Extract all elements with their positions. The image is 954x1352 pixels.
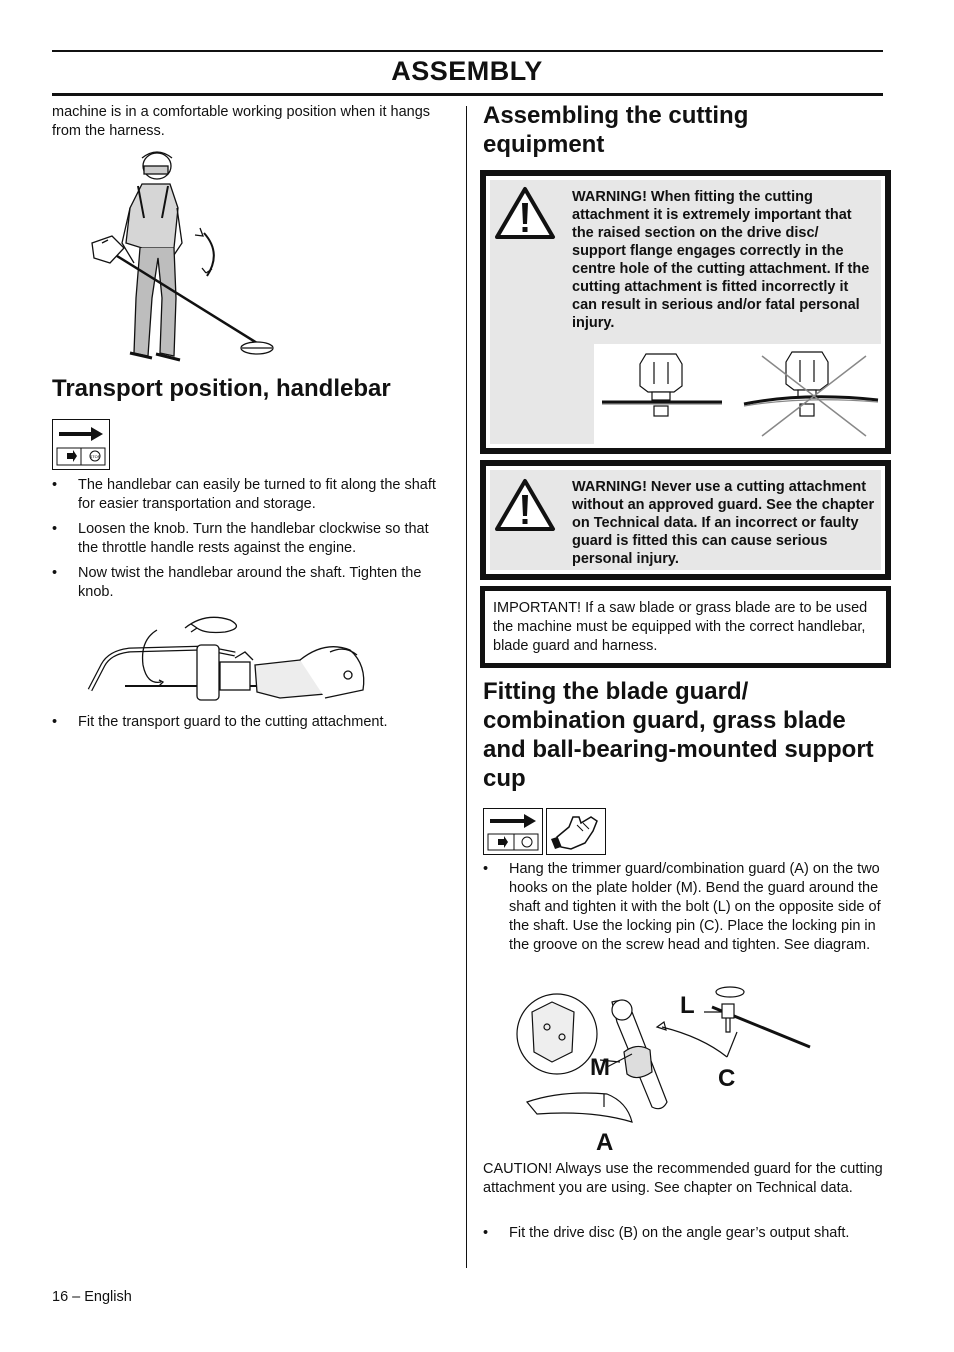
blade-fitting-diagram [594, 344, 882, 444]
warning-triangle-icon [494, 186, 556, 240]
label-m: M [590, 1054, 610, 1081]
label-l: L [680, 992, 695, 1019]
page-footer: 16 – English [52, 1289, 132, 1305]
guard-fitting-diagram [512, 982, 822, 1156]
caution-text: CAUTION! Always use the recommended guard for the cutting attachment you are using. See chapter on Technical data. [483, 1161, 883, 1196]
protective-gloves-icon [546, 808, 606, 855]
fitting-bullet-list [483, 860, 886, 961]
list-item: • Now twist the handlebar around the shaft. Tighten the knob. [52, 564, 452, 602]
handlebar-rotation-illustration [85, 610, 370, 710]
svg-text:STOP: STOP [89, 454, 101, 459]
page-title: ASSEMBLY [391, 56, 543, 86]
important-note-box [480, 586, 891, 668]
header-top-rule [52, 50, 883, 52]
list-item: • Fit the drive disc (B) on the angle gear’s output shaft. [483, 1224, 893, 1243]
intro-text: machine is in a comfortable working position when it hangs from the harness. [52, 104, 431, 139]
transport-section-title: Transport position, handlebar [52, 375, 391, 402]
warning-box-cutting-attachment [480, 170, 891, 454]
operator-with-trimmer-illustration [82, 148, 282, 373]
warning-triangle-icon [494, 478, 556, 532]
read-manual-icon [52, 419, 110, 470]
assembling-section-title: Assembling the cutting equipment [483, 102, 749, 158]
list-item: • Hang the trimmer guard/combination guard (A) on the two hooks on the plate holder (M). Bend the guard around the shaft and tighten it with the bolt (L) on the opposite side of the shaft. Use the locking pin (C). Place the locking pin in the groove on the screw head and tighten. See diagram. [483, 860, 886, 955]
column-divider [466, 106, 467, 1268]
drive-disc-bullet [483, 1224, 893, 1249]
label-c: C [718, 1065, 736, 1092]
transport-bullet-list [52, 476, 452, 608]
important-text: IMPORTANT! If a saw blade or grass blade are to be used the machine must be equipped with the correct handlebar, blade guard and harness. [493, 600, 868, 654]
transport-guard-bullet [52, 713, 452, 738]
warning-text: WARNING! Never use a cutting attachment without an approved guard. See the chapter on Technical data. If an incorrect or faulty guard is fitted this can cause serious personal injury. [572, 479, 875, 567]
label-a: A [596, 1129, 614, 1156]
warning-box-guard [480, 460, 891, 580]
list-item: • The handlebar can easily be turned to fit along the shaft for easier transportation and storage. [52, 476, 452, 514]
read-manual-icon [483, 808, 543, 855]
list-item: • Loosen the knob. Turn the handlebar clockwise so that the throttle handle rests against the engine. [52, 520, 452, 558]
warning-text: WARNING! When fitting the cutting attachment it is extremely important that the raised section on the drive disc/ support flange engages correctly in the centre hole of the cutting attachment. If the cutting attachment is fitted incorrectly it can result in serious and/or fatal personal injury. [572, 189, 870, 331]
list-item: • Fit the transport guard to the cutting attachment. [52, 713, 452, 732]
fitting-section-title: Fitting the blade guard/ combination guard, grass blade and ball-bearing-mounted support cup [483, 678, 874, 792]
header-bottom-rule [52, 93, 883, 96]
